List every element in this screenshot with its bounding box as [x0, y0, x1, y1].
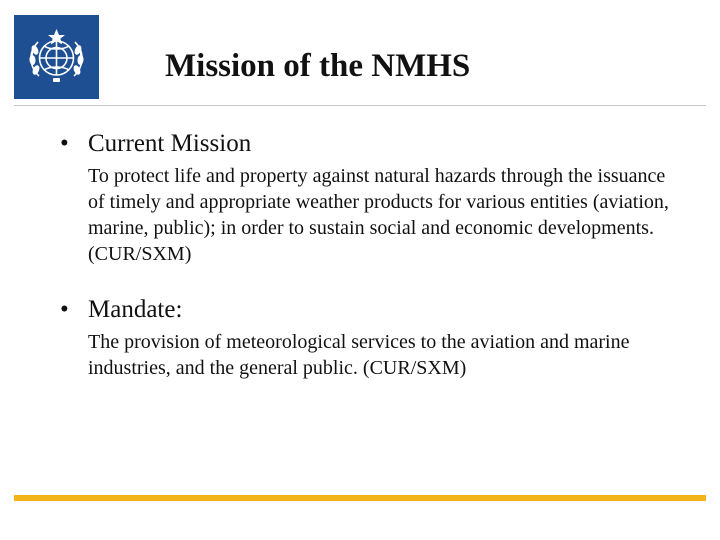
bullet-heading-mandate: [60, 295, 680, 325]
footer-accent-bar: [14, 495, 706, 501]
section-current-mission: [60, 129, 680, 267]
mandate-heading: Mandate:: [88, 296, 183, 323]
slide-title: Mission of the NMHS: [165, 48, 471, 84]
current-mission-text: To protect life and property against natural hazards through the issuance of timely and appropriate weather products for various entities (aviation, marine, public); in order to sustain social and economic developments. (CUR/SXM): [88, 165, 669, 265]
bullet-heading-current-mission: [60, 129, 680, 159]
mandate-text: The provision of meteorological services to the aviation and marine industries, and the general public. (CUR/SXM): [88, 331, 630, 379]
section-mandate: [60, 295, 680, 381]
bullet-icon: •: [60, 296, 69, 323]
current-mission-heading: Current Mission: [88, 130, 252, 157]
bullet-icon: •: [60, 130, 69, 157]
wmo-emblem-icon: [14, 15, 99, 99]
organization-logo: [14, 15, 99, 99]
header-divider: [14, 105, 706, 106]
